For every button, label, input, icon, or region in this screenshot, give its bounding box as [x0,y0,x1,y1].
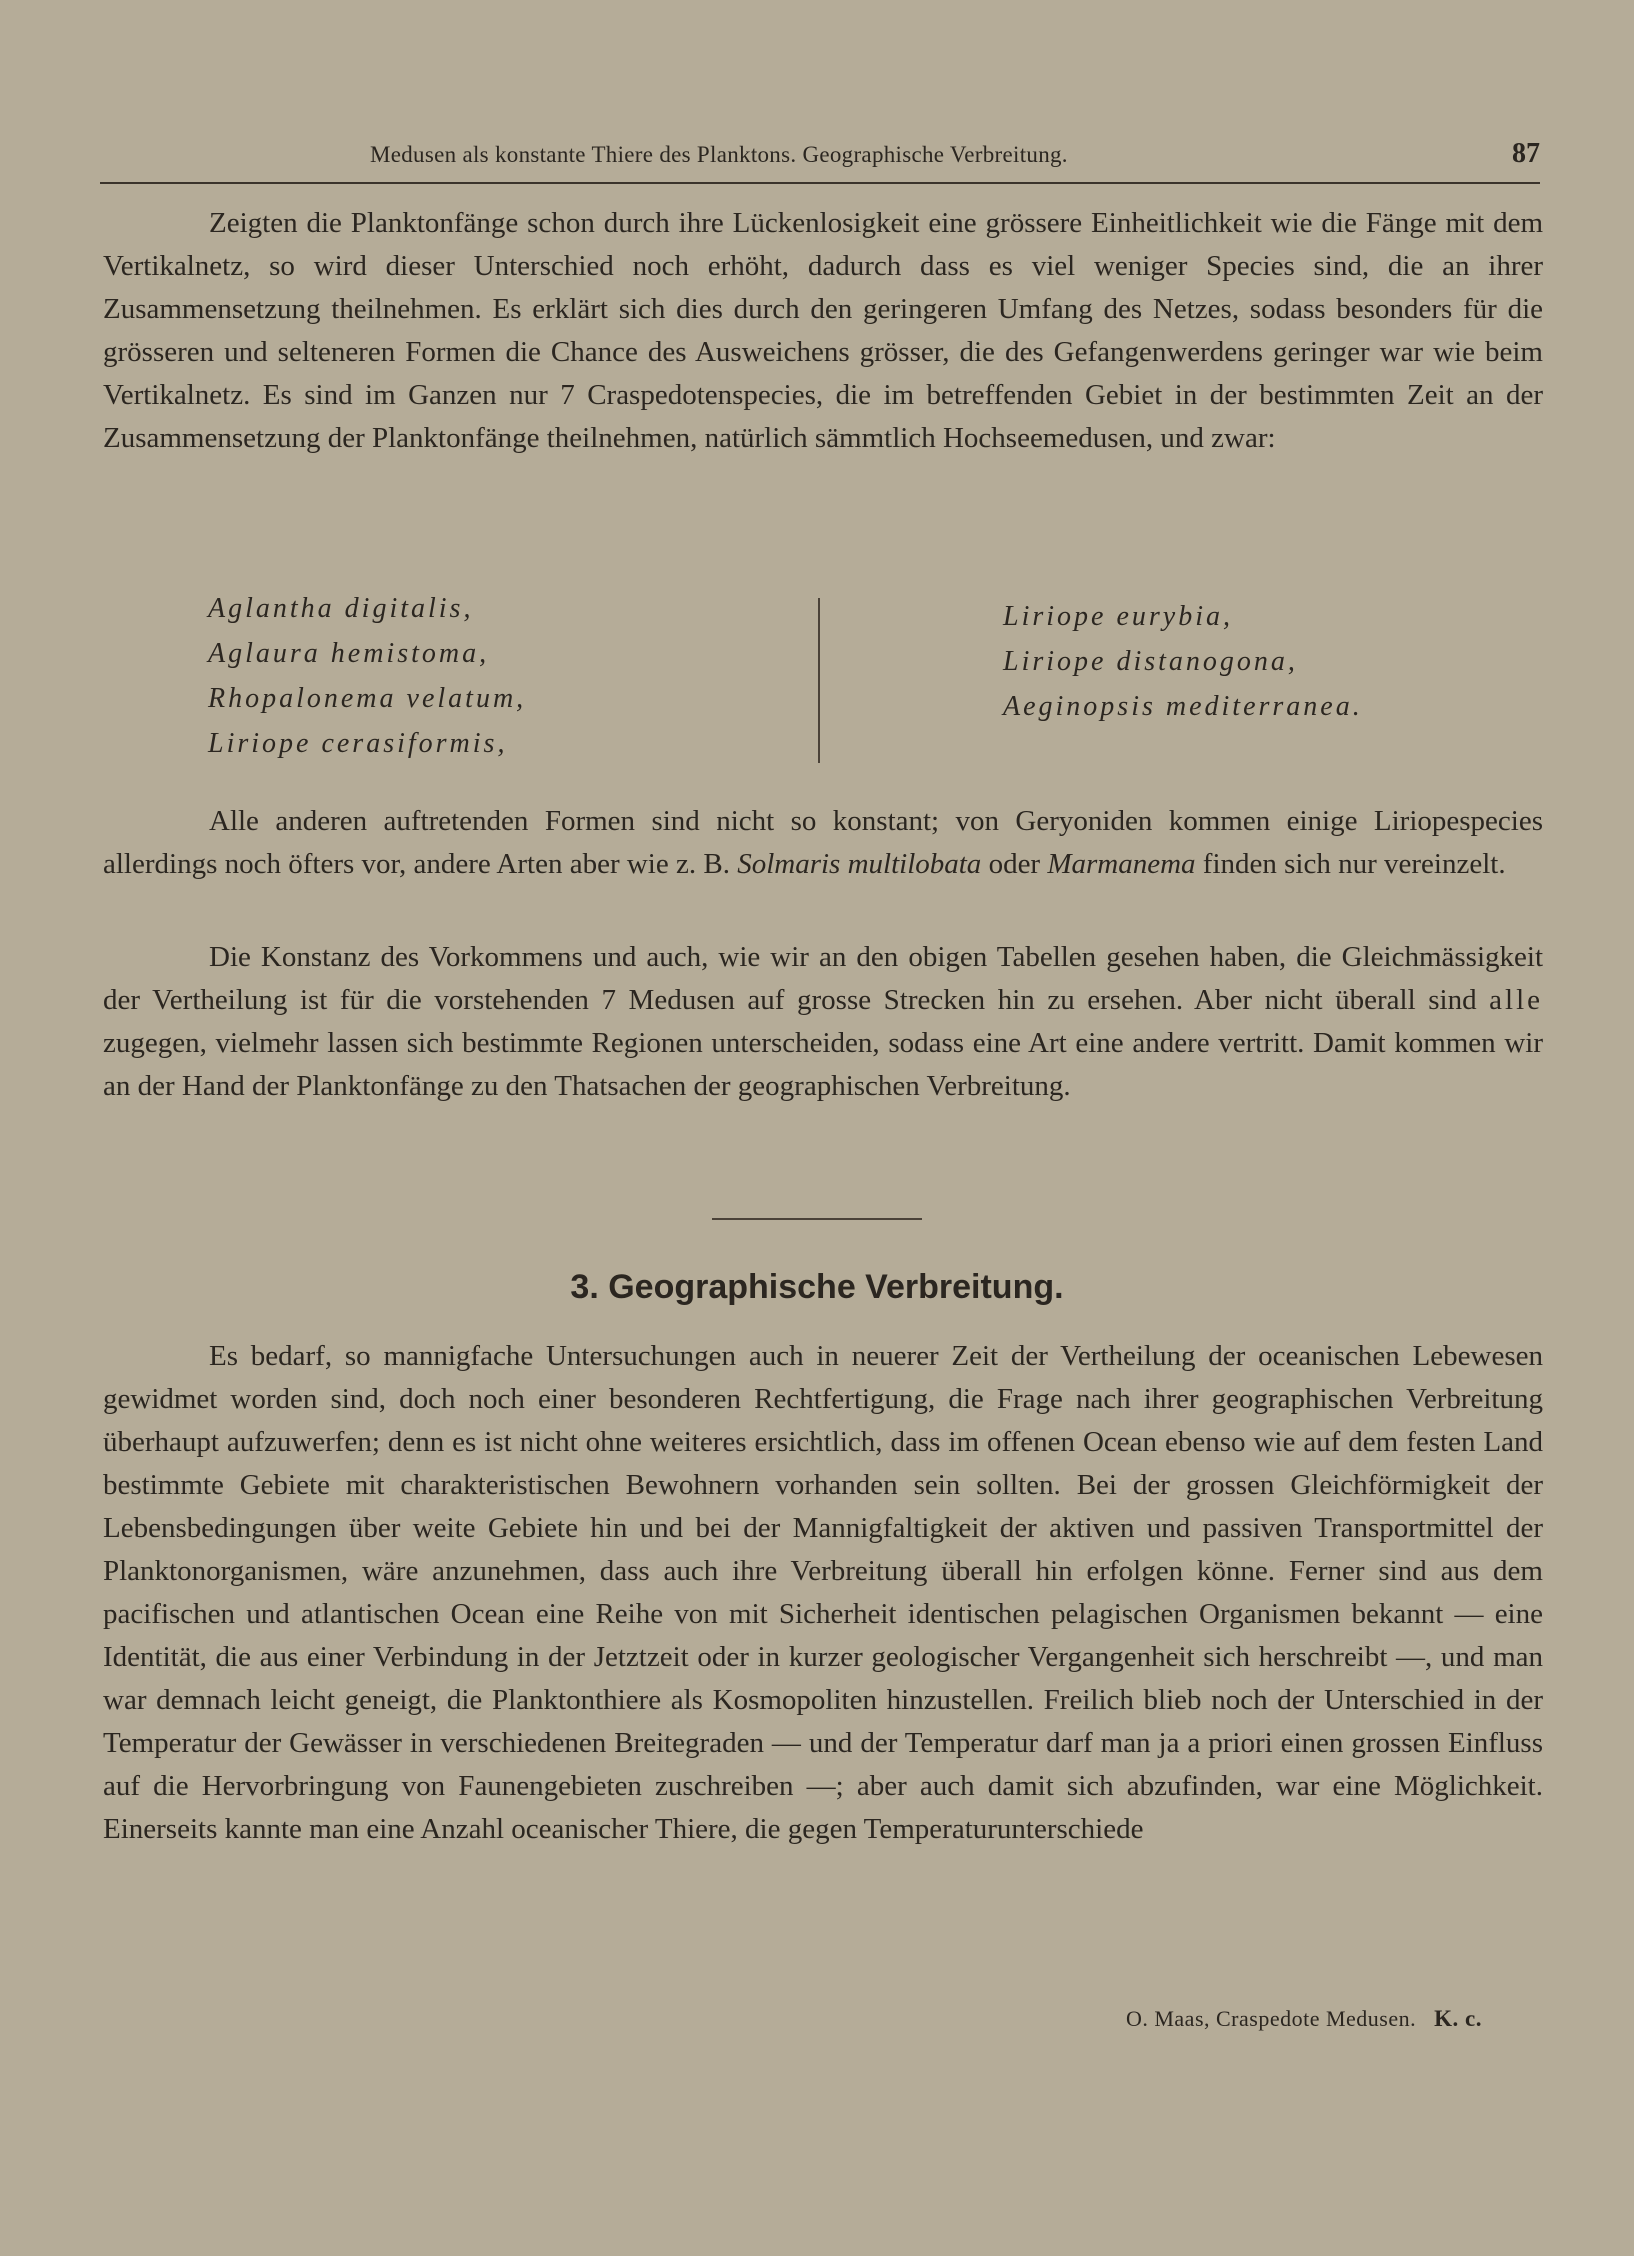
page-footer [1126,2006,1482,2032]
column-divider [818,598,820,763]
paragraph-4: Es bedarf, so mannigfache Untersuchungen auch in neuerer Zeit der Vertheilung der oceanischen Lebewesen gewidmet worden sind, doch noch einer besonderen Rechtfertigung, die Frage nach ihrer geographischen Verbreitung überhaupt aufzuwerfen; denn es ist nicht ohne weiteres ersichtlich, dass im offenen Ocean ebenso wie auf dem festen Land bestimmte Gebiete mit charakteristischen Bewohnern vorhanden sein sollten. Bei der grossen Gleichförmigkeit der Lebensbedingungen über weite Gebiete hin und bei der Mannigfaltigkeit der aktiven und passiven Transportmittel der Planktonorganismen, wäre anzunehmen, dass auch ihre Verbreitung überall hin erfolgen könne. Ferner sind aus dem pacifischen und atlantischen Ocean eine Reihe von mit Sicherheit identischen pelagischen Organismen bekannt — eine Identität, die aus einer Verbindung in der Jetztzeit oder in kurzer geologischer Vergangenheit sich herschreibt —, und man war demnach leicht geneigt, die Planktonthiere als Kosmopoliten hinzustellen. Freilich blieb noch der Unterschied in der Temperatur der Gewässer in verschiedenen Breitegraden — und der Temperatur darf man ja a priori einen grossen Einfluss auf die Hervorbringung von Faunengebieten zuschreiben —; aber auch damit sich abzufinden, war eine Möglichkeit. Einerseits kannte man eine Anzahl oceanischer Thiere, die gegen Temperaturunterschiede [103,1340,1543,1845]
page-number: 87 [1512,138,1540,169]
species-item: Liriope distanogona, [1003,646,1298,677]
text-run: zugegen, vielmehr lassen sich bestimmte Regionen unterscheiden, sodass eine Art eine andere vertritt. Damit kommen wir an der Hand der Planktonfänge zu den Thatsachen der geographischen Verbreitung. [103,1027,1543,1102]
paragraph-1: Zeigten die Planktonfänge schon durch ihre Lückenlosigkeit eine grössere Einheitlichkeit wie die Fänge mit dem Vertikalnetz, so wird dieser Unterschied noch erhöht, dadurch dass es viel weniger Species sind, die an ihrer Zusammensetzung theilnehmen. Es erklärt sich dies durch den geringeren Umfang des Netzes, sodass besonders für die grösseren und selteneren Formen die Chance des Ausweichens grösser, die des Gefangenwerdens geringer war wie beim Vertikalnetz. Es sind im Ganzen nur 7 Craspedotenspecies, die im betreffenden Gebiet in der bestimmten Zeit an der Zusammensetzung der Planktonfänge theilnehmen, natürlich sämmtlich Hochseemedusen, und zwar: [103,207,1543,454]
text-run: oder [981,848,1048,880]
species-item: Aeginopsis mediterranea. [1003,691,1363,722]
text-run: finden sich nur vereinzelt. [1195,848,1506,880]
page-header [100,138,1540,184]
footer-citation: O. Maas, Craspedote Medusen. [1125,2006,1417,2031]
spaced-emphasis: alle [1489,984,1543,1016]
species-list-right [1003,594,1363,729]
paragraph-2 [103,800,1543,886]
species-name-italic: Marmanema [1047,848,1196,880]
species-item: Rhopalonema velatum, [208,683,527,714]
species-name-italic: Solmaris multilobata [737,848,982,880]
species-list-left [208,586,526,766]
species-item: Liriope cerasiformis, [208,728,508,759]
text-run: Alle anderen auftretenden Formen sind nicht so konstant; von Geryoniden kommen einige Liriopespecies allerdings noch öfters vor, andere Arten aber wie z. B. [103,805,1543,880]
paragraph-3 [103,936,1543,1108]
section-separator [712,1218,922,1220]
section-heading: 3. Geographische Verbreitung. [570,1268,1064,1306]
running-title: Medusen als konstante Thiere des Planktons. Geographische Verbreitung. [370,142,1068,167]
text-run: Die Konstanz des Vorkommens und auch, wie wir an den obigen Tabellen gesehen haben, die Gleichmässigkeit der Vertheilung ist für die vorstehenden 7 Medusen auf grosse Strecken hin zu ersehen. Aber nicht überall sind [103,941,1543,1016]
signature-mark: K. c. [1434,2006,1482,2031]
species-item: Aglaura hemistoma, [208,638,490,669]
species-item: Aglantha digitalis, [208,593,474,624]
species-item: Liriope eurybia, [1003,601,1233,632]
